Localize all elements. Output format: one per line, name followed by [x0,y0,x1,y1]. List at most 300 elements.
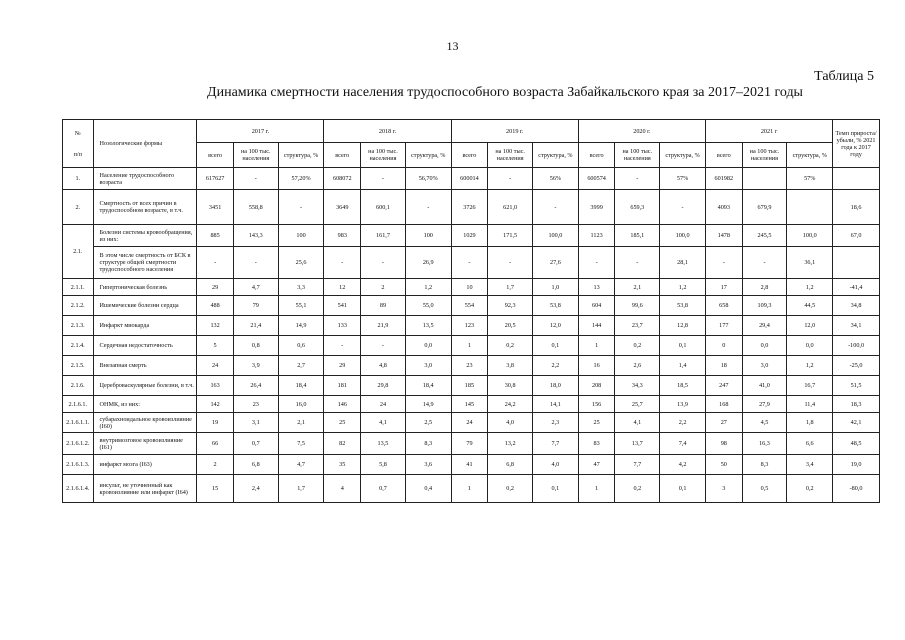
row-value-cell: 1478 [705,225,742,247]
table-row [63,475,880,503]
row-name: Сердечная недостаточность [93,336,197,356]
row-value-cell: 679,9 [742,190,787,225]
row-value-cell: 1,2 [660,279,706,296]
row-value-cell: 79 [233,296,278,316]
table-label: Таблица 5 [814,69,874,84]
mortality-table [62,119,880,503]
row-value-cell: 92,3 [488,296,533,316]
row-name: В этом числе смертность от БСК в структуре общей смертности трудоспособного населения [93,247,197,279]
row-value-cell: 21,9 [361,316,406,336]
row-value-cell: 161,7 [361,225,406,247]
row-value-cell: 541 [324,296,361,316]
row-value-cell: 25,7 [615,396,660,413]
row-value-cell: 604 [578,296,615,316]
row-value-cell: - [660,190,706,225]
row-value-cell: 48,5 [833,433,880,455]
subheader-total-cell: всего [451,143,488,168]
row-number: 2.1.6.1.3. [63,455,94,475]
row-value-cell: 50 [705,455,742,475]
row-value-cell: 23 [233,396,278,413]
row-value-cell: 14,9 [405,396,451,413]
row-name: Внезапная смерть [93,356,197,376]
row-value-cell: 156 [578,396,615,413]
row-value-cell: 29,8 [361,376,406,396]
row-value-cell: 3649 [324,190,361,225]
row-value-cell: 26,4 [233,376,278,396]
row-value-cell: 144 [578,316,615,336]
row-value-cell: 600574 [578,168,615,190]
header-year-2021: 2021 г [705,120,832,143]
row-value-cell: - [488,247,533,279]
row-value-cell: 44,5 [787,296,833,316]
row-value-cell: 983 [324,225,361,247]
row-value-cell: 145 [451,396,488,413]
row-value-cell: 4,5 [742,413,787,433]
row-value-cell: 15 [197,475,234,503]
row-value-cell: 12,0 [533,316,579,336]
row-value-cell: 146 [324,396,361,413]
row-value-cell: 2 [361,279,406,296]
table-row [63,376,880,396]
row-value-cell: 35 [324,455,361,475]
header-growth: Темп прироста/ убыли, % 2021 года к 2017 году [833,120,880,168]
row-value-cell: 0,5 [742,475,787,503]
row-value-cell: 3,0 [405,356,451,376]
row-name: Цереброваскулярные болезни, в т.ч. [93,376,197,396]
row-value-cell: 7,5 [278,433,324,455]
row-value-cell: 6,8 [488,455,533,475]
row-value-cell [833,168,880,190]
row-value-cell: 24,2 [488,396,533,413]
table-row [63,396,880,413]
row-value-cell: 6,6 [787,433,833,455]
row-value-cell: 0,0 [742,336,787,356]
row-value-cell: 57% [660,168,706,190]
row-value-cell: 18,5 [660,376,706,396]
row-value-cell: 13 [578,279,615,296]
row-name: Гипертоническая болезнь [93,279,197,296]
row-value-cell: 66 [197,433,234,455]
row-value-cell: 0,2 [615,475,660,503]
header-num-cell [63,120,94,168]
row-value-cell: 1,8 [787,413,833,433]
row-value-cell [787,190,833,225]
row-value-cell: - [451,247,488,279]
row-value-cell: 30,8 [488,376,533,396]
row-value-cell: 0,2 [787,475,833,503]
row-value-cell: 181 [324,376,361,396]
row-number: 2.1.6.1. [63,396,94,413]
row-value-cell: 0,8 [233,336,278,356]
row-value-cell: 29 [197,279,234,296]
row-value-cell: 41,0 [742,376,787,396]
table-row [63,225,880,247]
table-row [63,279,880,296]
row-name: ОНМК, из них: [93,396,197,413]
subheader-per100-cell: на 100 тыс. населения [361,143,406,168]
row-value-cell: 245,5 [742,225,787,247]
row-value-cell: - [488,168,533,190]
row-value-cell: 0,1 [660,336,706,356]
row-number: 2.1.2. [63,296,94,316]
row-value-cell: 14,9 [278,316,324,336]
subheader-total-cell: всего [705,143,742,168]
row-value-cell: 4,0 [533,455,579,475]
row-value-cell: 0,2 [488,336,533,356]
row-name: Ишемические болезни сердца [93,296,197,316]
row-value-cell: 13,5 [361,433,406,455]
row-value-cell: 27 [705,413,742,433]
row-value-cell: 14,1 [533,396,579,413]
subheader-per100-cell: на 100 тыс. населения [742,143,787,168]
row-value-cell: 0,0 [405,336,451,356]
table-row [63,455,880,475]
header-year-2018: 2018 г. [324,120,451,143]
row-value-cell: 18,0 [533,376,579,396]
row-name: Инфаркт миокарда [93,316,197,336]
header-num-sub: п/п [73,150,82,158]
subheader-per100-cell: на 100 тыс. населения [615,143,660,168]
row-value-cell: 1123 [578,225,615,247]
row-value-cell: 100 [405,225,451,247]
row-value-cell: 18 [705,356,742,376]
row-value-cell: 488 [197,296,234,316]
row-value-cell: 4,7 [233,279,278,296]
row-value-cell: 0,7 [361,475,406,503]
row-value-cell: 3,6 [405,455,451,475]
row-value-cell: 12,0 [787,316,833,336]
row-value-cell: 1 [451,475,488,503]
row-value-cell: 142 [197,396,234,413]
row-value-cell: 4,1 [615,413,660,433]
row-value-cell: 55,1 [278,296,324,316]
row-value-cell: 8,3 [405,433,451,455]
row-value-cell: 558,8 [233,190,278,225]
row-number: 2.1.6.1.2. [63,433,94,455]
row-value-cell: 55,0 [405,296,451,316]
row-value-cell: - [405,190,451,225]
row-number: 2.1.1. [63,279,94,296]
row-value-cell: 56,70% [405,168,451,190]
row-number: 1. [63,168,94,190]
row-value-cell: - [197,247,234,279]
table-row [63,413,880,433]
row-value-cell: 79 [451,433,488,455]
row-value-cell: 13,7 [615,433,660,455]
row-number: 2.1.6. [63,376,94,396]
row-value-cell: 1029 [451,225,488,247]
row-value-cell: 1,7 [278,475,324,503]
row-value-cell: 7,4 [660,433,706,455]
row-value-cell: 208 [578,376,615,396]
table-row [63,356,880,376]
row-value-cell: 8,3 [742,455,787,475]
row-value-cell: 16,7 [787,376,833,396]
row-value-cell: 5 [197,336,234,356]
row-value-cell: 28,1 [660,247,706,279]
row-value-cell: 16,3 [742,433,787,455]
row-value-cell: 2,7 [278,356,324,376]
row-value-cell: 29,4 [742,316,787,336]
row-value-cell: 0,7 [233,433,278,455]
row-value-cell: 12 [324,279,361,296]
row-value-cell: 7,7 [533,433,579,455]
row-value-cell: 3 [705,475,742,503]
row-value-cell: 0,2 [615,336,660,356]
row-value-cell: 53,8 [660,296,706,316]
table-row [63,296,880,316]
row-value-cell: 18,6 [833,190,880,225]
row-value-cell: 168 [705,396,742,413]
row-value-cell: 98 [705,433,742,455]
row-value-cell: 1 [578,336,615,356]
row-number: 2.1.5. [63,356,94,376]
row-value-cell: 99,6 [615,296,660,316]
row-number: 2.1. [63,225,94,279]
row-value-cell: 18,3 [833,396,880,413]
row-value-cell: - [361,336,406,356]
row-value-cell: -25,0 [833,356,880,376]
row-value-cell: 2,1 [615,279,660,296]
row-value-cell: 247 [705,376,742,396]
subheader-total-cell: всего [197,143,234,168]
row-value-cell: 2 [197,455,234,475]
row-value-cell: 18,4 [405,376,451,396]
table-row [63,190,880,225]
row-value-cell: 13,5 [405,316,451,336]
table-row [63,316,880,336]
row-value-cell: 185,1 [615,225,660,247]
row-value-cell: 11,4 [787,396,833,413]
row-value-cell: 123 [451,316,488,336]
row-value-cell: 25 [578,413,615,433]
row-value-cell: 4,2 [660,455,706,475]
table-row [63,247,880,279]
row-value-cell: - [233,168,278,190]
row-value-cell: 554 [451,296,488,316]
row-value-cell: 100,0 [533,225,579,247]
subheader-structure-cell: структура, % [278,143,324,168]
row-value-cell: 1 [451,336,488,356]
row-value-cell: 16,0 [278,396,324,413]
row-value-cell: 0,0 [787,336,833,356]
row-name: Болезни системы кровообращения, из них: [93,225,197,247]
row-value-cell: - [324,336,361,356]
row-value-cell: 34,8 [833,296,880,316]
subheader-per100-cell: на 100 тыс. населения [233,143,278,168]
row-value-cell: 24 [197,356,234,376]
row-value-cell: 2,8 [742,279,787,296]
table-row [63,336,880,356]
row-value-cell: 24 [361,396,406,413]
row-value-cell: - [615,247,660,279]
row-value-cell: 26,9 [405,247,451,279]
row-value-cell: 3999 [578,190,615,225]
row-value-cell: 2,3 [533,413,579,433]
row-value-cell: 885 [197,225,234,247]
row-value-cell: - [278,190,324,225]
header-num: № [74,129,81,137]
row-value-cell: 4,0 [488,413,533,433]
row-value-cell: 19,0 [833,455,880,475]
row-value-cell: 100 [278,225,324,247]
row-value-cell: 36,1 [787,247,833,279]
row-value-cell: 2,6 [615,356,660,376]
row-value-cell: 3,8 [488,356,533,376]
row-value-cell: 19 [197,413,234,433]
row-value-cell: 12,8 [660,316,706,336]
subheader-structure-cell: структура, % [405,143,451,168]
row-value-cell: 3451 [197,190,234,225]
row-value-cell: - [324,247,361,279]
header-year-2020: 2020 г. [578,120,705,143]
row-value-cell: 4,7 [278,455,324,475]
row-value-cell: 4093 [705,190,742,225]
subheader-total-cell: всего [324,143,361,168]
row-value-cell: 23,7 [615,316,660,336]
row-value-cell: 621,0 [488,190,533,225]
row-value-cell: -80,0 [833,475,880,503]
subheader-structure-cell: структура, % [660,143,706,168]
row-value-cell: 600,1 [361,190,406,225]
row-value-cell: 23 [451,356,488,376]
row-value-cell: -100,0 [833,336,880,356]
row-value-cell: 0,1 [660,475,706,503]
row-value-cell: 601982 [705,168,742,190]
row-value-cell: 47 [578,455,615,475]
subheader-per100-cell: на 100 тыс. населения [488,143,533,168]
row-number: 2.1.6.1.4. [63,475,94,503]
row-name: внутримозговое кровоизлияние (I61) [93,433,197,455]
header-year-2019: 2019 г. [451,120,578,143]
row-name: Смертность от всех причин в трудоспособном возрасте, в т.ч. [93,190,197,225]
row-name: субарахноидальное кровоизлияние (I60) [93,413,197,433]
row-value-cell: 3726 [451,190,488,225]
row-value-cell: 56% [533,168,579,190]
row-number: 2.1.4. [63,336,94,356]
row-value-cell: 0,2 [488,475,533,503]
row-value-cell: - [742,247,787,279]
table-row [63,433,880,455]
row-value-cell: 24 [451,413,488,433]
row-value-cell: 21,4 [233,316,278,336]
row-value-cell: 51,5 [833,376,880,396]
row-value-cell: 34,3 [615,376,660,396]
subheader-structure-cell: структура, % [533,143,579,168]
row-number: 2. [63,190,94,225]
row-value-cell: 13,9 [660,396,706,413]
row-value-cell: - [533,190,579,225]
row-value-cell: - [615,168,660,190]
row-value-cell: 53,8 [533,296,579,316]
row-value-cell: - [361,247,406,279]
row-value-cell: 34,1 [833,316,880,336]
row-value-cell: 133 [324,316,361,336]
row-value-cell: 5,8 [361,455,406,475]
row-value-cell: - [233,247,278,279]
header-forms: Нозологические формы [93,120,197,168]
row-value-cell: 4,1 [361,413,406,433]
row-value-cell: 0,6 [278,336,324,356]
row-value-cell: 10 [451,279,488,296]
row-value-cell: 3,4 [787,455,833,475]
row-value-cell: 3,1 [233,413,278,433]
row-value-cell: 82 [324,433,361,455]
document-title: Динамика смертности населения трудоспособного возраста Забайкальского края за 2017–2021 годы [207,85,803,100]
row-value-cell: 16 [578,356,615,376]
row-value-cell: 25 [324,413,361,433]
row-value-cell: 185 [451,376,488,396]
row-value-cell: 2,2 [533,356,579,376]
table-row [63,168,880,190]
row-value-cell: 608072 [324,168,361,190]
row-value-cell: 2,2 [660,413,706,433]
row-value-cell: - [361,168,406,190]
row-value-cell: 2,4 [233,475,278,503]
row-value-cell: 1,7 [488,279,533,296]
row-value-cell: 57% [787,168,833,190]
row-value-cell: 143,3 [233,225,278,247]
row-value-cell: 600014 [451,168,488,190]
row-value-cell: 1,4 [660,356,706,376]
row-value-cell: 17 [705,279,742,296]
row-value-cell: 29 [324,356,361,376]
page-number: 13 [446,39,459,53]
row-value-cell: 7,7 [615,455,660,475]
header-row-years [63,120,880,143]
row-value-cell: 0,1 [533,475,579,503]
row-value-cell: 4,8 [361,356,406,376]
row-value-cell: 83 [578,433,615,455]
row-value-cell [833,247,880,279]
row-value-cell: 132 [197,316,234,336]
row-value-cell: 0,4 [405,475,451,503]
row-number: 2.1.6.1.1. [63,413,94,433]
row-name: Население трудоспособного возраста [93,168,197,190]
row-value-cell: 3,9 [233,356,278,376]
row-value-cell: 0 [705,336,742,356]
row-value-cell: 3,3 [278,279,324,296]
row-value-cell: 2,1 [278,413,324,433]
row-value-cell: -41,4 [833,279,880,296]
row-value-cell: 1,2 [787,279,833,296]
row-value-cell [742,168,787,190]
row-value-cell: 27,6 [533,247,579,279]
row-value-cell: 1,2 [405,279,451,296]
row-value-cell: 42,1 [833,413,880,433]
row-value-cell: - [578,247,615,279]
row-value-cell: 171,5 [488,225,533,247]
row-name: инсульт, не уточненный как кровоизлияние или инфаркт (I64) [93,475,197,503]
row-value-cell: 27,9 [742,396,787,413]
row-value-cell: 1,0 [533,279,579,296]
row-value-cell: 109,3 [742,296,787,316]
row-value-cell: 57,20% [278,168,324,190]
row-value-cell: 0,1 [533,336,579,356]
row-value-cell: 177 [705,316,742,336]
row-number: 2.1.3. [63,316,94,336]
row-value-cell: 3,0 [742,356,787,376]
subheader-total-cell: всего [578,143,615,168]
row-value-cell: 13,2 [488,433,533,455]
row-value-cell: 4 [324,475,361,503]
table-body [63,168,880,503]
row-value-cell: 1,2 [787,356,833,376]
row-value-cell: 18,4 [278,376,324,396]
row-value-cell: 100,0 [660,225,706,247]
row-value-cell: 1 [578,475,615,503]
row-value-cell: 617627 [197,168,234,190]
